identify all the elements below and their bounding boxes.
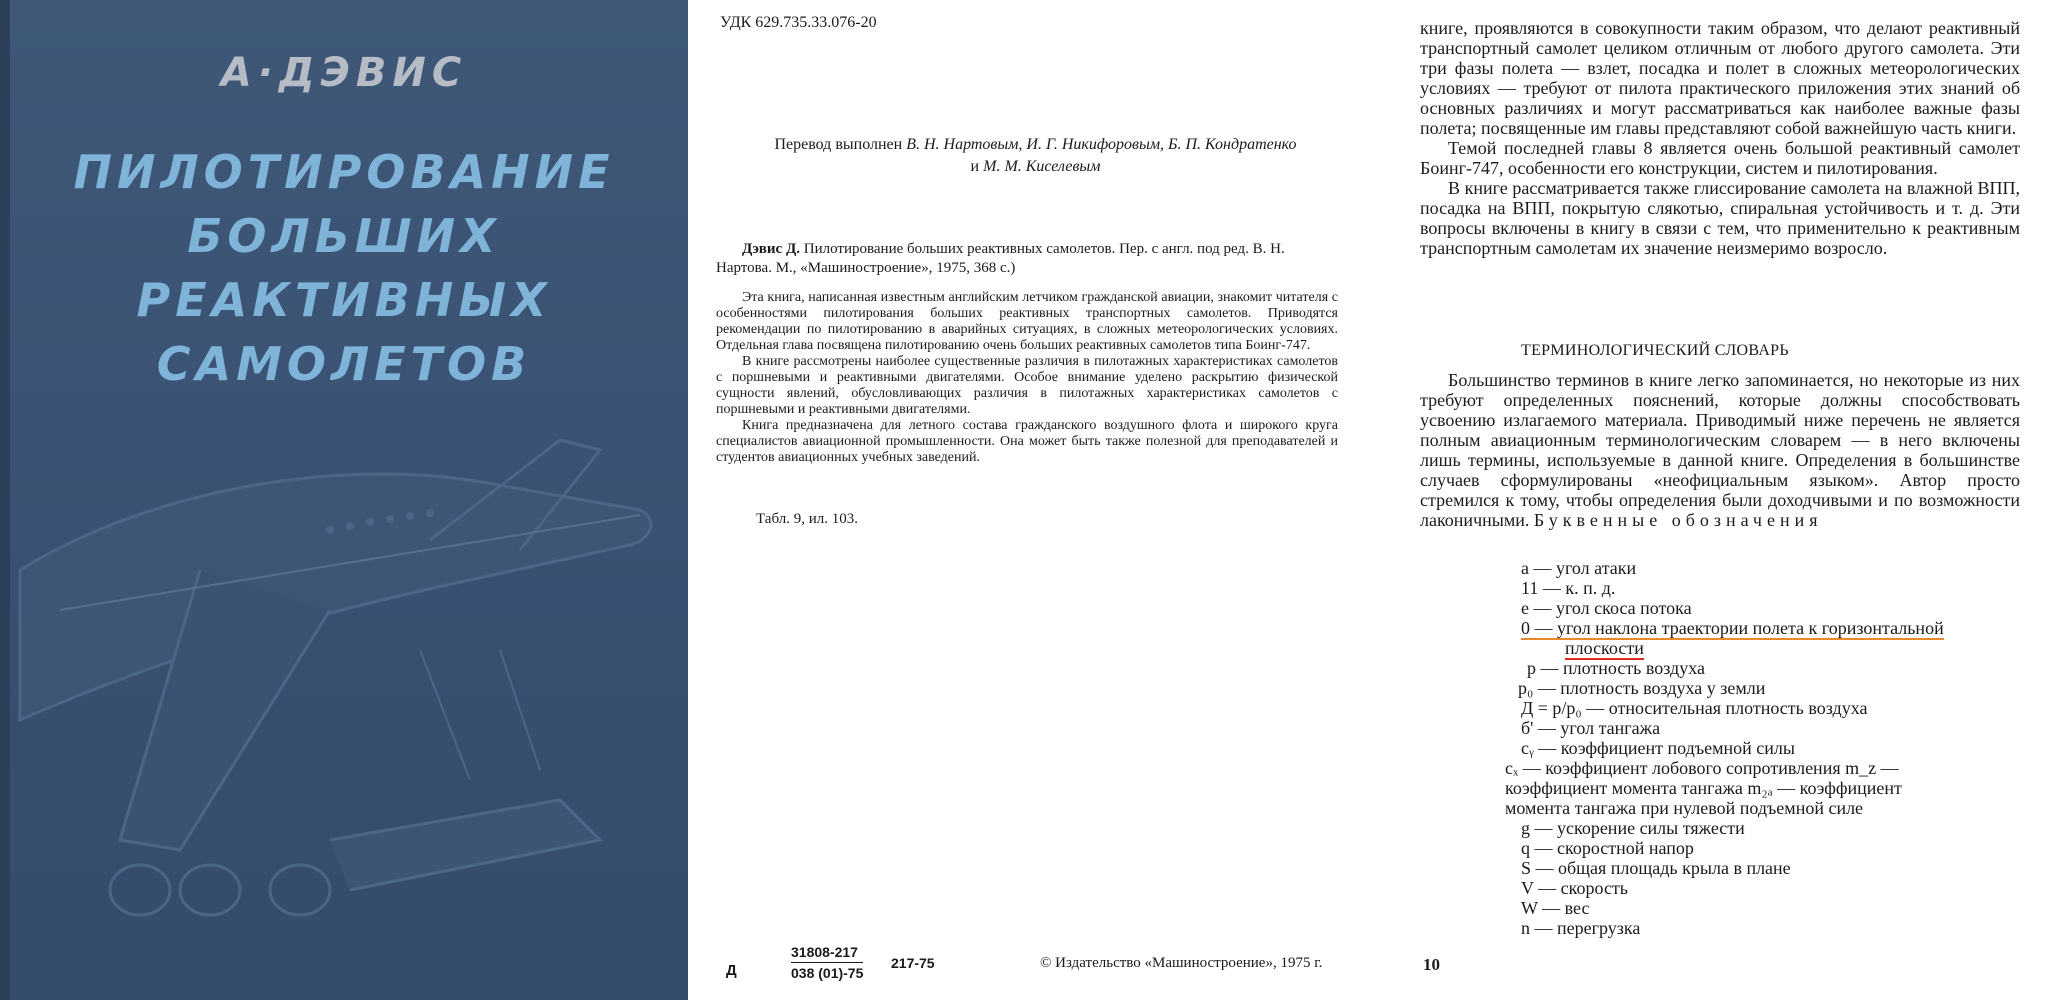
cover-title [0, 140, 688, 396]
classification-code-right: 217-75 [891, 955, 935, 971]
translators-line [688, 156, 1383, 178]
translators-prefix: Перевод выполнен [774, 136, 907, 153]
glossary-item-underlined: плоскости [1565, 638, 1644, 658]
biblio-text: Пилотирование больших реактивных самолетов. Пер. с англ. под ред. В. Н. Нартова. М., «Машиностроение», 1975, 368 с.) [716, 241, 1285, 276]
abstract-paragraph: Книга предназначена для летного состава гражданского воздушного флота и широкого круга специалистов авиационной промышленности. Она может быть также полезной для преподавателей и студентов авиационных учебных заведений. [716, 418, 1338, 465]
body-paragraph: Темой последней главы 8 является очень большой реактивный самолет Боинг-747, особенности его конструкции, систем и пилотирования. [1420, 138, 2020, 178]
glossary-item: q — скоростной напор [1521, 838, 1694, 858]
section-heading: ТЕРМИНОЛОГИЧЕСКИЙ СЛОВАРЬ [1521, 342, 1789, 359]
glossary-intro [1420, 370, 2020, 530]
translators-names: М. М. Киселевым [983, 158, 1101, 175]
classification-letter: Д [726, 962, 737, 979]
glossary-item-highlighted [1521, 618, 1944, 638]
body-paragraph: книге, проявляются в совокупности таким образом, что делают реактивный транспортный самолет целиком отличным от любого другого самолета. Эти три фазы полета — взлет, посадка и полет в сложных метеорологических условиях — требуют от пилота практического приложения этих знаний об основных различиях и могут рассматриваться как наиболее важные фазы полета; посвященные им главы представляют собой важнейшую часть книги. [1420, 18, 2020, 138]
translators-credit [688, 134, 1383, 178]
page-number: 10 [1423, 955, 1440, 974]
cover-title-line: ПИЛОТИРОВАНИЕ [73, 145, 615, 199]
glossary-item-underlined: 0 — угол наклона траектории полета к горизонтальной [1521, 618, 1944, 638]
glossary-item: 11 — к. п. д. [1521, 578, 1616, 598]
cover-title-line: РЕАКТИВНЫХ [136, 273, 552, 327]
glossary-item: V — скорость [1521, 878, 1629, 898]
code-numerator: 31808-217 [791, 942, 863, 963]
glossary-item: g — ускорение силы тяжести [1521, 818, 1745, 838]
biblio-author: Дэвис Д. [742, 241, 801, 257]
glossary-item: cₓ — коэффициент лобового сопротивления m_z — [1505, 758, 1899, 778]
glossary-intro-text: Большинство терминов в книге легко запоминается, но некоторые из них требуют определенных пояснений, которые должны способствовать усвоению излагаемого материала. Приводимый ниже перечень не является полным авиационным терминологическим словарем — в него включены лишь термины, используемые в данной книге. Определения в большинстве случаев сформулированы «неофициальным языком». Автор просто стремился к тому, чтобы определения были доходчивыми и по возможности лаконичными. [1420, 370, 2020, 530]
abstract-paragraph: В книге рассмотрены наиболее существенные различия в пилотажных характеристиках самолетов с поршневыми и реактивными двигателями. Особое внимание уделено раскрытию физической сущности явлений, обусловливающих различия в пилотажных характеристиках самолетов с поршневыми и реактивными двигателями. [716, 354, 1338, 417]
glossary-item: р₀ — плотность воздуха у земли [1518, 678, 1766, 698]
glossary-item: а — угол атаки [1521, 558, 1637, 578]
glossary-item: cᵧ — коэффициент подъемной силы [1521, 738, 1795, 758]
embossed-airplane-illustration [0, 420, 688, 1000]
abstract-paragraph: Эта книга, написанная известным английским летчиком гражданской авиации, знакомит читателя с особенностями пилотирования больших реактивных транспортных самолетов. Приводятся рекомендации по пилотированию в аварийных ситуациях, в сложных метеорологических условиях. Отдельная глава посвящена пилотированию очень больших реактивных самолетов типа Боинг-747. [716, 290, 1338, 353]
glossary-item: момента тангажа при нулевой подъемной силе [1505, 798, 1864, 818]
glossary-subheading: Буквенные обозначения [1533, 510, 1823, 530]
cover-author: А·ДЭВИС [220, 50, 468, 96]
udk-code: УДК 629.735.33.076-20 [720, 14, 877, 31]
cover-title-line: САМОЛЕТОВ [156, 337, 532, 391]
code-denominator: 038 (01)-75 [791, 965, 864, 981]
glossary-item-continuation [1565, 638, 1644, 658]
copyright-notice: © Издательство «Машиностроение», 1975 г. [1040, 955, 1323, 971]
glossary-item: n — перегрузка [1521, 918, 1641, 938]
glossary-item: е — угол скоса потока [1521, 598, 1692, 618]
translators-names: В. Н. Нартовым, И. Г. Никифоровым, Б. П. Кондратенко [906, 136, 1297, 153]
translators-line [688, 134, 1383, 156]
text-page [1383, 0, 2062, 1000]
abstract [716, 290, 1338, 466]
translators-prefix: и [970, 158, 984, 175]
bibliographic-record [716, 240, 1338, 278]
glossary-item: S — общая площадь крыла в плане [1521, 858, 1791, 878]
classification-code [791, 942, 863, 983]
glossary-item: р — плотность воздуха [1527, 658, 1705, 678]
body-paragraph: В книге рассматривается также глиссирование самолета на влажной ВПП, посадка на ВПП, покрытую слякотью, спиральная устойчивость и т. д. Эти вопросы включены в книгу в связи с тем, что применительно к реактивным транспортным самолетам их значение неизмеримо возросло. [1420, 178, 2020, 258]
book-cover [0, 0, 688, 1000]
glossary-item: Д = р/р₀ — относительная плотность воздуха [1521, 698, 1868, 718]
title-verso-page [688, 0, 1383, 1000]
tables-figures-count: Табл. 9, ил. 103. [756, 511, 858, 527]
glossary-item: W — вес [1521, 898, 1590, 918]
cover-title-line: БОЛЬШИХ [187, 209, 501, 263]
glossary-item: б' — угол тангажа [1521, 718, 1661, 738]
glossary-item: коэффициент момента тангажа m₂ₐ — коэффициент [1505, 778, 1902, 798]
body-text-top [1420, 18, 2020, 258]
